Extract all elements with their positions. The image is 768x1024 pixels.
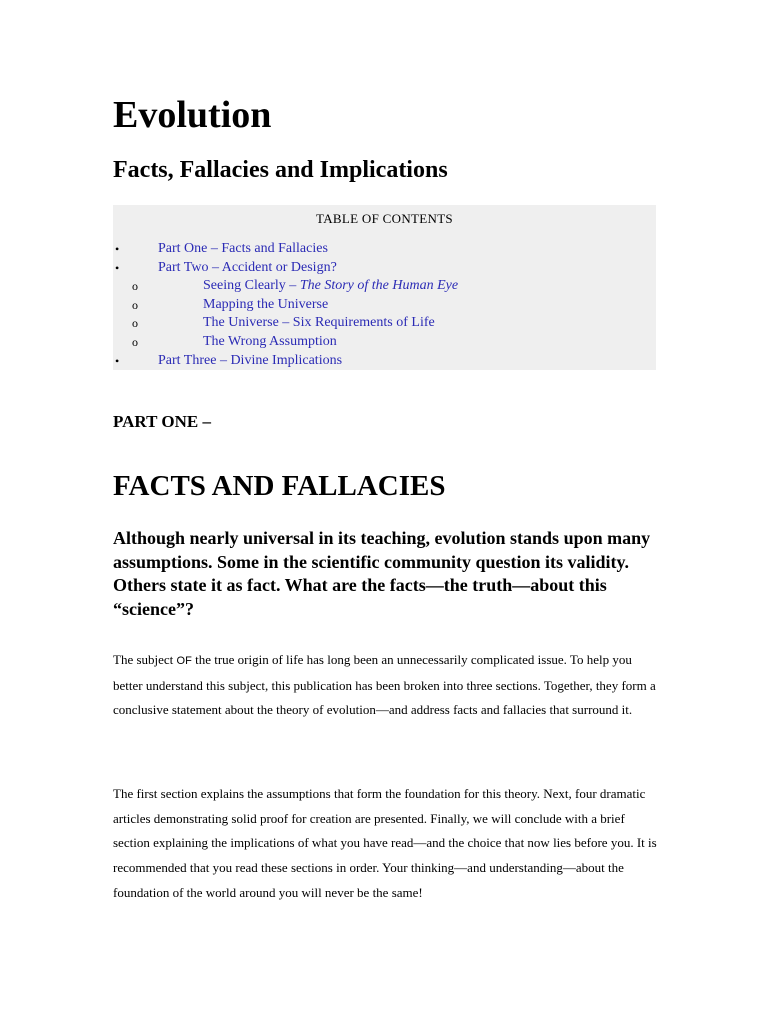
toc-link-wrong-assumption[interactable]: The Wrong Assumption <box>203 333 337 349</box>
page-subtitle: Facts, Fallacies and Implications <box>113 157 448 183</box>
toc-item-six-requirements <box>113 314 656 333</box>
part-title: FACTS AND FALLACIES <box>113 470 446 502</box>
paragraph-1-caps: OF <box>176 655 192 667</box>
toc-link-mapping-universe[interactable]: Mapping the Universe <box>203 296 329 312</box>
body-paragraph-1 <box>113 648 658 723</box>
toc-item-part-one <box>113 240 656 259</box>
toc-link-part-one[interactable]: Part One – Facts and Fallacies <box>158 241 328 256</box>
toc-item-part-three <box>113 352 656 371</box>
toc-item-mapping-universe <box>113 296 656 315</box>
lead-paragraph: Although nearly universal in its teaching, evolution stands upon many assumptions. Some in the scientific community question its validity. Others state it as fact. What are the facts—the truth—about this “science”? <box>113 528 651 619</box>
toc-link-part-two[interactable]: Part Two – Accident or Design? <box>158 259 337 275</box>
circle-bullet-icon: o <box>132 279 138 294</box>
circle-bullet-icon: o <box>132 334 138 349</box>
toc-link-six-requirements[interactable]: The Universe – Six Requirements of Life <box>203 315 435 331</box>
toc-link-seeing-clearly-prefix: Seeing Clearly – <box>203 278 300 294</box>
toc-list <box>113 240 656 370</box>
bullet-icon: • <box>115 242 120 256</box>
toc-item-part-two <box>113 259 656 278</box>
toc-item-wrong-assumption <box>113 333 656 352</box>
page-title: Evolution <box>113 94 272 136</box>
table-of-contents <box>113 205 656 370</box>
toc-link-seeing-clearly[interactable] <box>203 277 458 296</box>
toc-heading: TABLE OF CONTENTS <box>316 211 453 226</box>
bullet-icon: • <box>115 353 120 368</box>
paragraph-1-rest: the true origin of life has long been an unnecessarily complicated issue. To help you better understand this subject, this publication has been broken into three sections. Together, they form a conclusive statement about the theory of evolution—and address facts and fallacies that surround it. <box>113 652 656 718</box>
toc-link-part-three[interactable]: Part Three – Divine Implications <box>158 352 343 368</box>
body-paragraph-2: The first section explains the assumptions that form the foundation for this theory. Next, four dramatic articles demonstrating solid proof for creation are presented. Finally, we will conclude with a brief section explaining the implications of what you have read—and the choice that now lies before you. It is recommended that you read these sections in order. Your thinking—and understanding—about the foundation of the world around you will never be the same! <box>113 786 657 900</box>
toc-link-seeing-clearly-italic: The Story of the Human Eye <box>299 278 459 294</box>
circle-bullet-icon: o <box>132 297 138 312</box>
part-label: PART ONE – <box>113 412 211 431</box>
bullet-icon: • <box>115 260 120 275</box>
toc-item-seeing-clearly <box>113 277 656 296</box>
paragraph-1-start: The subject <box>113 652 177 667</box>
circle-bullet-icon: o <box>132 316 138 331</box>
